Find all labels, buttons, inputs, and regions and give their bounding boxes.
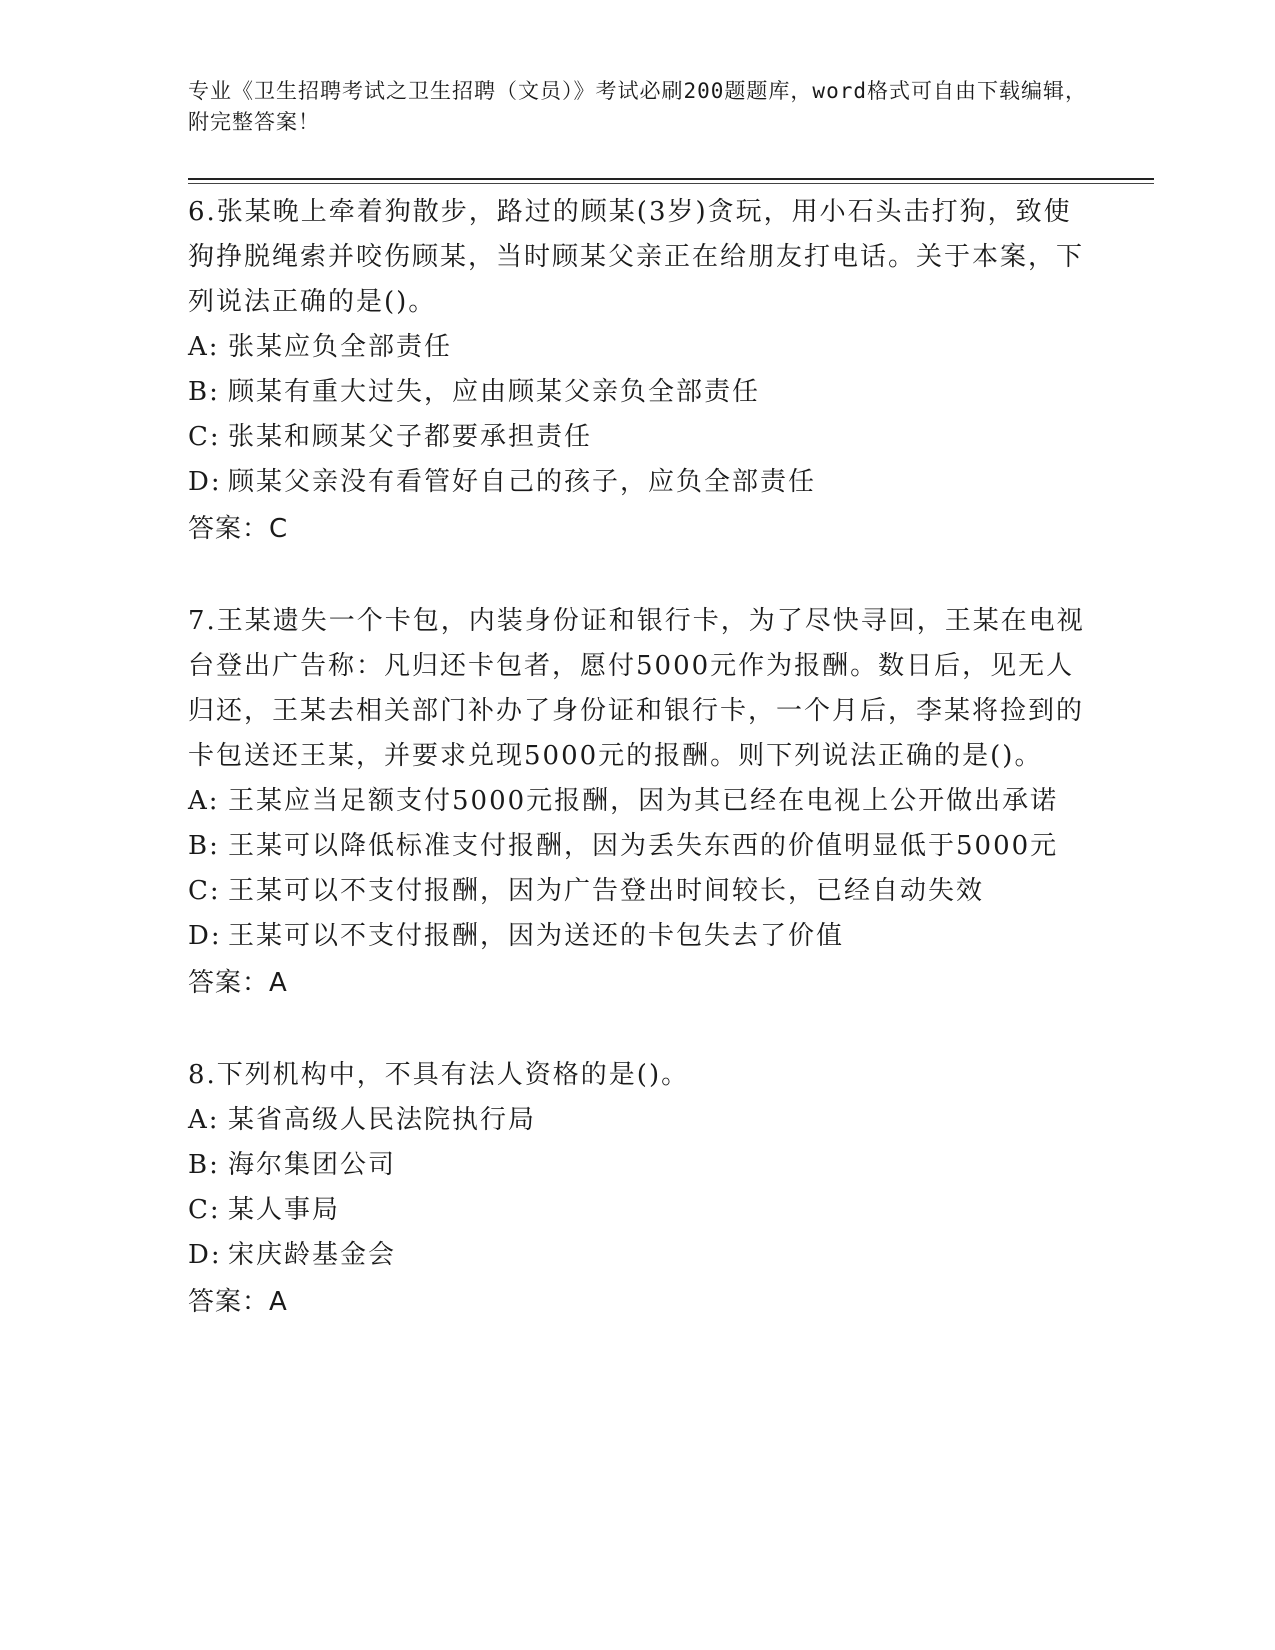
option-key: C: — [188, 876, 221, 906]
option-text: 顾某父亲没有看管好自己的孩子，应负全部责任 — [228, 467, 817, 497]
option-c — [188, 415, 1088, 460]
option-key: D: — [188, 467, 222, 497]
option-a — [188, 325, 1088, 370]
option-a — [188, 779, 1088, 824]
option-d — [188, 1233, 1088, 1278]
option-text: 宋庆龄基金会 — [228, 1240, 397, 1270]
option-b — [188, 370, 1088, 415]
option-text: 王某应当足额支付5000元报酬，因为其已经在电视上公开做出承诺 — [228, 786, 1059, 816]
option-key: A: — [188, 332, 220, 362]
option-a — [188, 1098, 1088, 1143]
option-text: 某人事局 — [228, 1195, 341, 1225]
option-text: 王某可以不支付报酬，因为广告登出时间较长，已经自动失效 — [228, 876, 985, 906]
option-key: C: — [188, 422, 221, 452]
option-key: B: — [188, 377, 220, 407]
option-text: 王某可以不支付报酬，因为送还的卡包失去了价值 — [228, 921, 845, 951]
option-key: A: — [188, 1105, 220, 1135]
question-list — [188, 190, 1088, 1372]
option-text: 王某可以降低标准支付报酬，因为丢失东西的价值明显低于5000元 — [228, 831, 1059, 861]
option-b — [188, 824, 1088, 869]
document-header: 专业《卫生招聘考试之卫生招聘（文员）》考试必刷200题题库，word格式可自由下载编辑，附完整答案！ — [188, 79, 1087, 134]
option-text: 张某应负全部责任 — [228, 332, 453, 362]
question-stem: 7.王某遗失一个卡包，内装身份证和银行卡，为了尽快寻回，王某在电视台登出广告称：凡归还卡包者，愿付5000元作为报酬。数日后，见无人归还，王某去相关部门补办了身份证和银行卡，一个月后，李某将捡到的卡包送还王某，并要求兑现5000元的报酬。则下列说法正确的是()。 — [188, 606, 1085, 771]
option-text: 某省高级人民法院执行局 — [228, 1105, 537, 1135]
option-key: D: — [188, 1240, 222, 1270]
option-key: A: — [188, 786, 220, 816]
answer-line: 答案：C — [188, 514, 289, 544]
option-text: 海尔集团公司 — [228, 1150, 397, 1180]
answer-line: 答案：A — [188, 968, 288, 998]
option-d — [188, 914, 1088, 959]
option-key: B: — [188, 1150, 220, 1180]
option-text: 顾某有重大过失，应由顾某父亲负全部责任 — [228, 377, 761, 407]
option-d — [188, 460, 1088, 505]
option-c — [188, 869, 1088, 914]
question-8 — [188, 1053, 1088, 1326]
header-divider-thin — [188, 183, 1154, 184]
option-key: B: — [188, 831, 220, 861]
answer-line: 答案：A — [188, 1287, 288, 1317]
option-b — [188, 1143, 1088, 1188]
option-text: 张某和顾某父子都要承担责任 — [228, 422, 593, 452]
question-6 — [188, 190, 1088, 553]
option-c — [188, 1188, 1088, 1233]
option-key: C: — [188, 1195, 221, 1225]
question-7 — [188, 599, 1088, 1007]
header-divider-thick — [188, 178, 1154, 180]
option-key: D: — [188, 921, 222, 951]
question-stem: 6.张某晚上牵着狗散步，路过的顾某(3岁)贪玩，用小石头击打狗，致使狗挣脱绳索并咬伤顾某，当时顾某父亲正在给朋友打电话。关于本案，下列说法正确的是()。 — [188, 197, 1085, 317]
question-stem: 8.下列机构中，不具有法人资格的是()。 — [188, 1060, 690, 1090]
